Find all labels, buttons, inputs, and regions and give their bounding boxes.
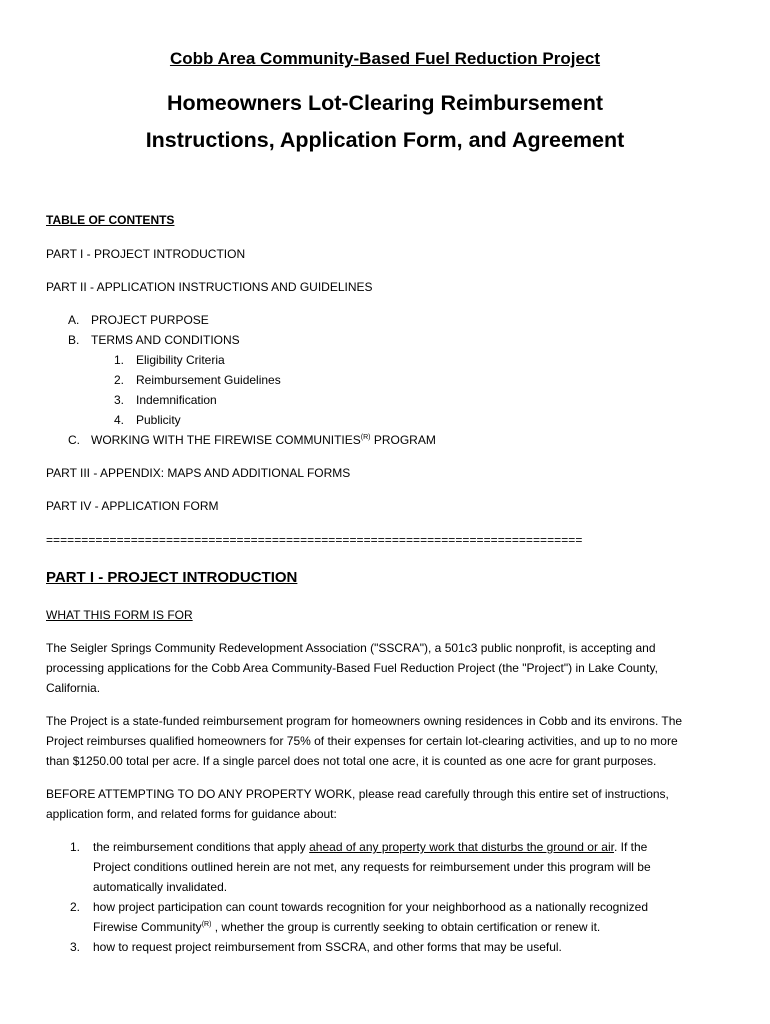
document-title-line-2: Instructions, Application Form, and Agreement [145, 128, 625, 152]
toc-c-text: WORKING WITH THE FIREWISE $COMMUNITIES^{(R)}$ PROGRAM [91, 433, 436, 447]
toc-b-label: B. [68, 333, 80, 347]
project-title: Cobb Area Community-Based Fuel Reduction Project [169, 49, 601, 68]
paragraph-line: The Project is a state-funded reimbursement program for homeowners owning residences in Cobb and its environs. The [46, 714, 683, 728]
toc-b-text: TERMS AND CONDITIONS [91, 333, 240, 347]
toc-b4-label: 4. [114, 413, 125, 427]
toc-heading: TABLE OF CONTENTS [46, 213, 175, 227]
toc-part-3: PART III - APPENDIX: MAPS AND ADDITIONAL FORMS [46, 466, 351, 480]
paragraph-line: Project reimburses qualified homeowners for 75% of their expenses for certain lot-clearing activities, and up to no more [46, 734, 678, 748]
toc-part-2: PART II - APPLICATION INSTRUCTIONS AND GUIDELINES [46, 280, 373, 294]
paragraph-line: California. [46, 681, 101, 695]
toc-a-label: A. [68, 313, 80, 327]
paragraph-line: processing applications for the Cobb Area Community-Based Fuel Reduction Project (the "Project") in Lake County, [46, 661, 658, 675]
paragraph-line: application form, and related forms for guidance about: [46, 807, 337, 821]
paragraph-line: than $1250.00 total per acre. If a single parcel does not total one acre, it is counted as one acre for grant purposes. [46, 754, 657, 768]
toc-b2-label: 2. [114, 373, 125, 387]
toc-part-4: PART IV - APPLICATION FORM [46, 499, 219, 513]
document-title-line-1: Homeowners Lot-Clearing Reimbursement [166, 91, 604, 115]
part-1-heading: PART I - PROJECT INTRODUCTION [46, 569, 298, 586]
paragraph-line: BEFORE ATTEMPTING TO DO ANY PROPERTY WORK, please read carefully through this entire set of instructions, [46, 787, 669, 801]
list-item-1-line: Project conditions outlined herein are not met, any requests for reimbursement under this program will be [93, 860, 651, 874]
toc-c-label: C. [68, 433, 80, 447]
list-item-2-number: 2. [70, 900, 81, 914]
toc-a-text: PROJECT PURPOSE [91, 313, 209, 327]
list-item-1-number: 1. [70, 840, 81, 854]
toc-part-1: PART I - PROJECT INTRODUCTION [46, 247, 246, 261]
toc-b4-text: Publicity [136, 413, 181, 427]
toc-b3-label: 3. [114, 393, 125, 407]
section-separator: ============================================================================ [46, 533, 583, 547]
toc-b1-label: 1. [114, 353, 125, 367]
list-item-3-number: 3. [70, 940, 81, 954]
list-item-2-line: how project participation can count towards recognition for your neighborhood as a nationally recognized [93, 900, 649, 914]
paragraph-line: The Seigler Springs Community Redevelopment Association ("SSCRA"), a 501c3 public nonprofit, is accepting and [46, 641, 656, 655]
list-item-1-line: automatically invalidated. [93, 880, 228, 894]
toc-b3-text: Indemnification [136, 393, 217, 407]
part-1-subheading: WHAT THIS FORM IS FOR [46, 608, 193, 622]
list-item-1-line: the reimbursement conditions that apply ahead of any property work that disturbs the ground or air. If the [93, 840, 648, 854]
toc-b1-text: Eligibility Criteria [136, 353, 225, 367]
list-item-2-line: Firewise Community$^{(R)}$ , whether the group is currently seeking to obtain certification or renew it. [93, 920, 601, 934]
toc-b2-text: Reimbursement Guidelines [136, 373, 281, 387]
list-item-3-line: how to request project reimbursement from SSCRA, and other forms that may be useful. [93, 940, 562, 954]
